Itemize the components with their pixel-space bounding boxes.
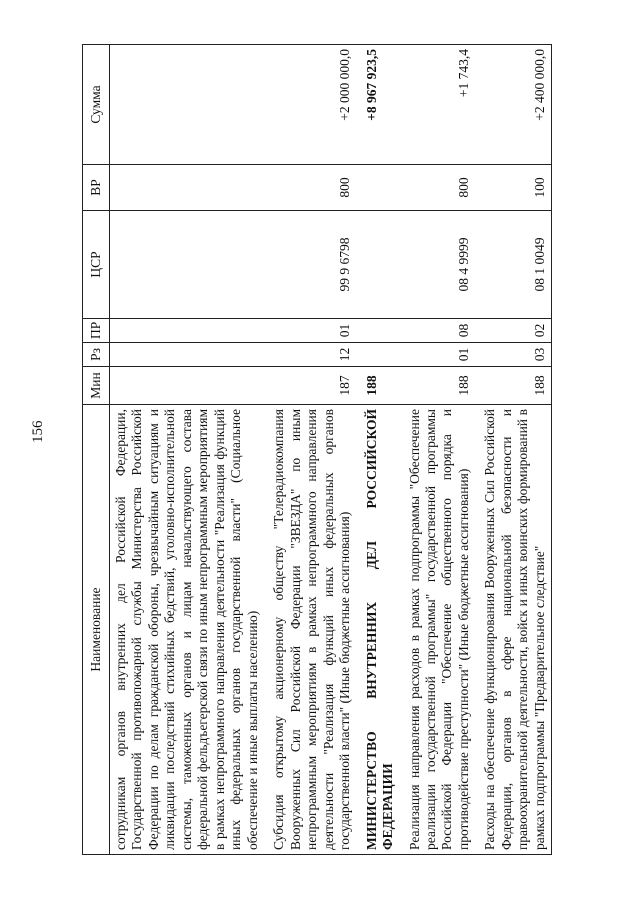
row-sum: +1 743,4 xyxy=(404,45,476,165)
row-min xyxy=(110,367,265,405)
header-min: Мин xyxy=(83,367,110,405)
row-sum xyxy=(110,45,265,165)
row-csr: 08 1 0049 xyxy=(479,211,551,319)
row-sum: +2 400 000,0 xyxy=(479,45,551,165)
row-pr: 08 xyxy=(404,319,476,343)
row-vr xyxy=(110,165,265,211)
row-rz: 12 xyxy=(268,343,356,367)
row-pr xyxy=(110,319,265,343)
row-pr: 01 xyxy=(268,319,356,343)
row-csr: 08 4 9999 xyxy=(404,211,476,319)
row-csr: 99 9 6798 xyxy=(268,211,356,319)
row-sum: +2 000 000,0 xyxy=(268,45,356,165)
row-name: МИНИСТЕРСТВО ВНУТРЕННИХ ДЕЛ РОССИЙСКОЙ ФЕДЕРАЦИИ xyxy=(361,405,400,855)
header-csr: ЦСР xyxy=(83,211,110,319)
row-vr: 800 xyxy=(404,165,476,211)
row-pr xyxy=(361,319,400,343)
row-name: Реализация направления расходов в рамках подпрограммы "Обеспечение реализации государственной программы" государственной программы Российской Федерации "Обеспечение общественного порядка и противодействие преступности" (Иные бюджетные ассигнования) xyxy=(404,405,476,855)
row-rz: 03 xyxy=(479,343,551,367)
header-sum: Сумма xyxy=(83,45,110,165)
table-row xyxy=(110,45,265,855)
row-name: Расходы на обеспечение функционирования Вооруженных Сил Российской Федерации, органов в сфере национальной безопасности и правоохранительной деятельности, войск и иных воинских формирований в рамках подпрограммы "Предварительное следствие" xyxy=(479,405,551,855)
table-row xyxy=(361,45,400,855)
header-name: Наименование xyxy=(83,405,110,855)
header-rz: Рз xyxy=(83,343,110,367)
budget-table-frame xyxy=(82,45,630,855)
row-csr xyxy=(361,211,400,319)
row-min: 188 xyxy=(361,367,400,405)
header-pr: ПР xyxy=(83,319,110,343)
row-rz xyxy=(361,343,400,367)
table-row xyxy=(479,45,551,855)
row-min: 188 xyxy=(404,367,476,405)
table-header-row xyxy=(83,45,110,855)
row-csr xyxy=(110,211,265,319)
row-min: 187 xyxy=(268,367,356,405)
row-name: Субсидия открытому акционерному обществу "Телерадиокомпания Вооруженных Сил Российской Федерации "ЗВЕЗДА" по иным непрограммным мероприятиям в рамках непрограммного направления деятельности "Реализация функций иных федеральных органов государственной власти" (Иные бюджетные ассигнования) xyxy=(268,405,356,855)
row-rz xyxy=(110,343,265,367)
table-row xyxy=(268,45,356,855)
row-vr: 800 xyxy=(268,165,356,211)
row-pr: 02 xyxy=(479,319,551,343)
row-name: сотрудникам органов внутренних дел Российской Федерации, Государственной противопожарной службы Министерства Российской Федерации по делам гражданской обороны, чрезвычайным ситуациям и ликвидации последствий стихийных бедствий, уголовно-исполнительной системы, таможенных органов и лицам начальствующего состава федеральной фельдъегерской связи по иным непрограммным мероприятиям в рамках непрограммного направления деятельности "Реализация функций иных федеральных органов государственной власти" (Социальное обеспечение и иные выплаты населению) xyxy=(110,405,265,855)
row-vr xyxy=(361,165,400,211)
row-vr: 100 xyxy=(479,165,551,211)
page-number-text: 156 xyxy=(30,420,46,443)
table-row xyxy=(404,45,476,855)
row-sum: +8 967 923,5 xyxy=(361,45,400,165)
header-vr: ВР xyxy=(83,165,110,211)
row-rz: 01 xyxy=(404,343,476,367)
row-min: 188 xyxy=(479,367,551,405)
budget-table xyxy=(82,44,552,855)
